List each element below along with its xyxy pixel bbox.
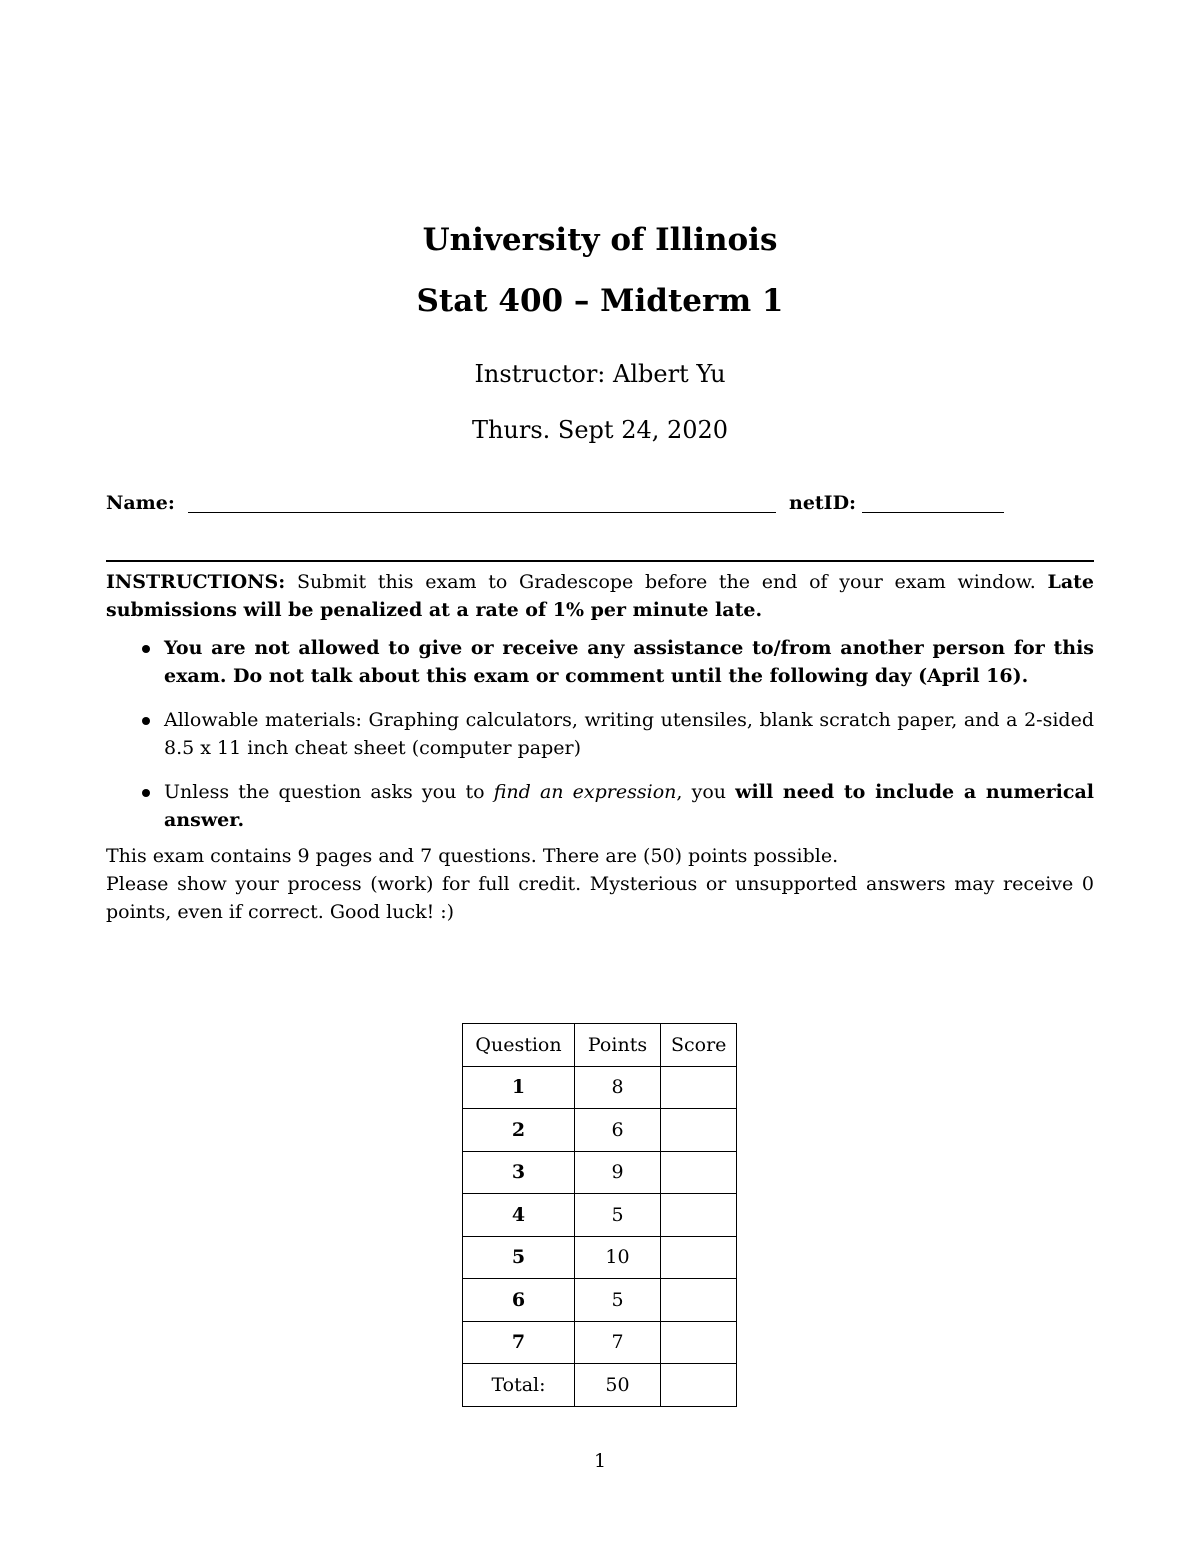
- rule-no-assistance-text: You are not allowed to give or receive any assistance to/from another person for this exam. Do not talk about this exam or comment until the following day (April 16).: [164, 637, 1094, 687]
- rule-numerical-pre: Unless the question asks you to: [164, 781, 494, 803]
- question-points: 7: [575, 1321, 661, 1364]
- instructor-line: Instructor: Albert Yu: [474, 360, 726, 388]
- instructions-lead: [106, 568, 1094, 624]
- question-points: 9: [575, 1151, 661, 1194]
- header-score: Score: [661, 1024, 737, 1067]
- question-number: 2: [463, 1109, 575, 1152]
- question-score[interactable]: [661, 1279, 737, 1322]
- table-row: [463, 1066, 737, 1109]
- page-number: 1: [593, 1450, 607, 1472]
- exam-summary: This exam contains 9 pages and 7 questions. There are (50) points possible.: [106, 845, 839, 867]
- header-question: Question: [463, 1024, 575, 1067]
- bullet-icon: [142, 717, 150, 725]
- late-penalty-notice: Late submissions will be penalized at a rate of 1% per minute late.: [106, 571, 1094, 621]
- netid-label: netID:: [789, 492, 857, 514]
- question-number: 5: [463, 1236, 575, 1279]
- exam-date: Thurs. Sept 24, 2020: [471, 416, 729, 444]
- question-number: 1: [463, 1066, 575, 1109]
- table-row: [463, 1279, 737, 1322]
- rule-allowable-materials: [106, 706, 1094, 762]
- question-number: 6: [463, 1279, 575, 1322]
- rule-numerical-bold: will need to include a numerical answer.: [164, 781, 1095, 831]
- university-title: University of Illinois: [422, 222, 778, 258]
- name-blank-line[interactable]: [188, 512, 776, 513]
- total-score[interactable]: [661, 1364, 737, 1407]
- header-points: Points: [575, 1024, 661, 1067]
- name-netid-row: [106, 492, 1006, 522]
- name-label: Name:: [106, 492, 175, 514]
- rule-numerical-answer: [106, 778, 1094, 834]
- grade-table-header-row: [463, 1024, 737, 1067]
- question-score[interactable]: [661, 1321, 737, 1364]
- total-row: [463, 1364, 737, 1407]
- question-score[interactable]: [661, 1236, 737, 1279]
- question-points: 5: [575, 1279, 661, 1322]
- rule-allowable-materials-text: Allowable materials: Graphing calculators, writing utensiles, blank scratch paper, and a 2-sided 8.5 x 11 inch cheat sheet (computer paper): [164, 709, 1094, 759]
- horizontal-rule: [106, 560, 1094, 562]
- rule-no-assistance: [106, 634, 1094, 690]
- table-row: [463, 1109, 737, 1152]
- question-points: 6: [575, 1109, 661, 1152]
- question-points: 8: [575, 1066, 661, 1109]
- rule-numerical-mid: , you: [676, 781, 736, 803]
- bullet-icon: [142, 789, 150, 797]
- total-label: Total:: [463, 1364, 575, 1407]
- question-score[interactable]: [661, 1151, 737, 1194]
- exam-summary-block: [106, 842, 1094, 926]
- question-number: 7: [463, 1321, 575, 1364]
- question-number: 4: [463, 1194, 575, 1237]
- grade-table: [462, 1023, 737, 1407]
- question-points: 10: [575, 1236, 661, 1279]
- exam-title: Stat 400 – Midterm 1: [416, 283, 784, 319]
- question-score[interactable]: [661, 1066, 737, 1109]
- question-points: 5: [575, 1194, 661, 1237]
- netid-blank-line[interactable]: [862, 512, 1004, 513]
- table-row: [463, 1194, 737, 1237]
- rule-numerical-emphasis: find an expression: [493, 781, 677, 803]
- table-row: [463, 1321, 737, 1364]
- rules-list: [106, 634, 1094, 834]
- bullet-icon: [142, 645, 150, 653]
- question-number: 3: [463, 1151, 575, 1194]
- total-points: 50: [575, 1364, 661, 1407]
- instructions-block: [106, 568, 1094, 926]
- show-work-note: Please show your process (work) for full credit. Mysterious or unsupported answers may receive 0 points, even if correct. Good luck! :): [106, 873, 1094, 923]
- table-row: [463, 1236, 737, 1279]
- instructions-lead-text: Submit this exam to Gradescope before the end of your exam window.: [285, 571, 1048, 593]
- table-row: [463, 1151, 737, 1194]
- instructions-heading: INSTRUCTIONS:: [106, 571, 286, 593]
- question-score[interactable]: [661, 1109, 737, 1152]
- question-score[interactable]: [661, 1194, 737, 1237]
